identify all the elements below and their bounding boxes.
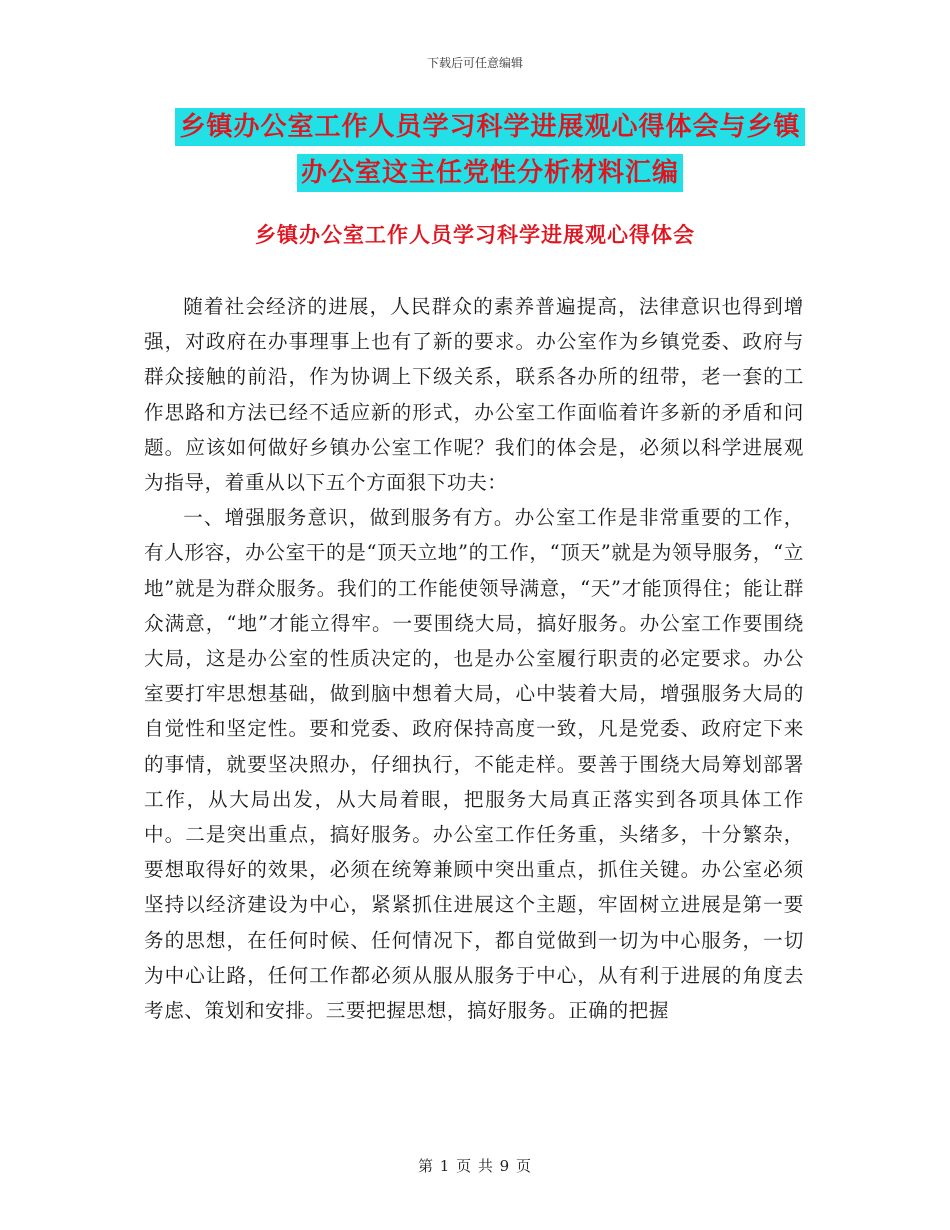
paragraph-intro: 随着社会经济的进展，人民群众的素养普遍提高，法律意识也得到增强，对政府在办事理事上也有了新的要求。办公室作为乡镇党委、政府与群众接触的前沿，作为协调上下级关系，联系各办所的纽带，老一套的工作思路和方法已经不适应新的形式，办公室工作面临着许多新的矛盾和问题。应该如何做好乡镇办公室工作呢？我们的体会是，必须以科学进展观为指导，着重从以下五个方面狠下功夫： — [144, 295, 804, 495]
document-title — [150, 108, 830, 200]
header-note: 下载后可任意编辑 — [426, 56, 523, 70]
paragraph-service: 一、增强服务意识，做到服务有方。办公室工作是非常重要的工作，有人形容，办公室干的是“顶天立地”的工作，“顶天”就是为领导服务，“立地”就是为群众服务。我们的工作能使领导满意，“天”才能顶得住；能让群众满意，“地”才能立得牢。一要围绕大局，搞好服务。办公室工作要围绕大局，这是办公室的性质决定的，也是办公室履行职责的必定要求。办公室要打牢思想基础，做到脑中想着大局，心中装着大局，增强服务大局的自觉性和坚定性。要和党委、政府保持高度一致，凡是党委、政府定下来的事情，就要坚决照办，仔细执行，不能走样。要善于围绕大局筹划部署工作，从大局出发，从大局着眼，把服务大局真正落实到各项具体工作中。二是突出重点，搞好服务。办公室工作任务重，头绪多，十分繁杂，要想取得好的效果，必须在统筹兼顾中突出重点，抓住关键。办公室必须坚持以经济建设为中心，紧紧抓住进展这个主题，牢固树立进展是第一要务的思想，在任何时候、任何情况下，都自觉做到一切为中心服务，一切为中心让路，任何工作都必须从服从服务于中心，从有利于进展的角度去考虑、策划和安排。三要把握思想，搞好服务。正确的把握 — [144, 506, 804, 1023]
title-line-2: 办公室这主任党性分析材料汇编 — [297, 154, 683, 192]
section-subtitle: 乡镇办公室工作人员学习科学进展观心得体会 — [255, 223, 695, 247]
body-text — [144, 289, 804, 1028]
page-footer: 第 1 页 共 9 页 — [418, 1157, 532, 1175]
title-line-1: 乡镇办公室工作人员学习科学进展观心得体会与乡镇 — [175, 108, 804, 146]
